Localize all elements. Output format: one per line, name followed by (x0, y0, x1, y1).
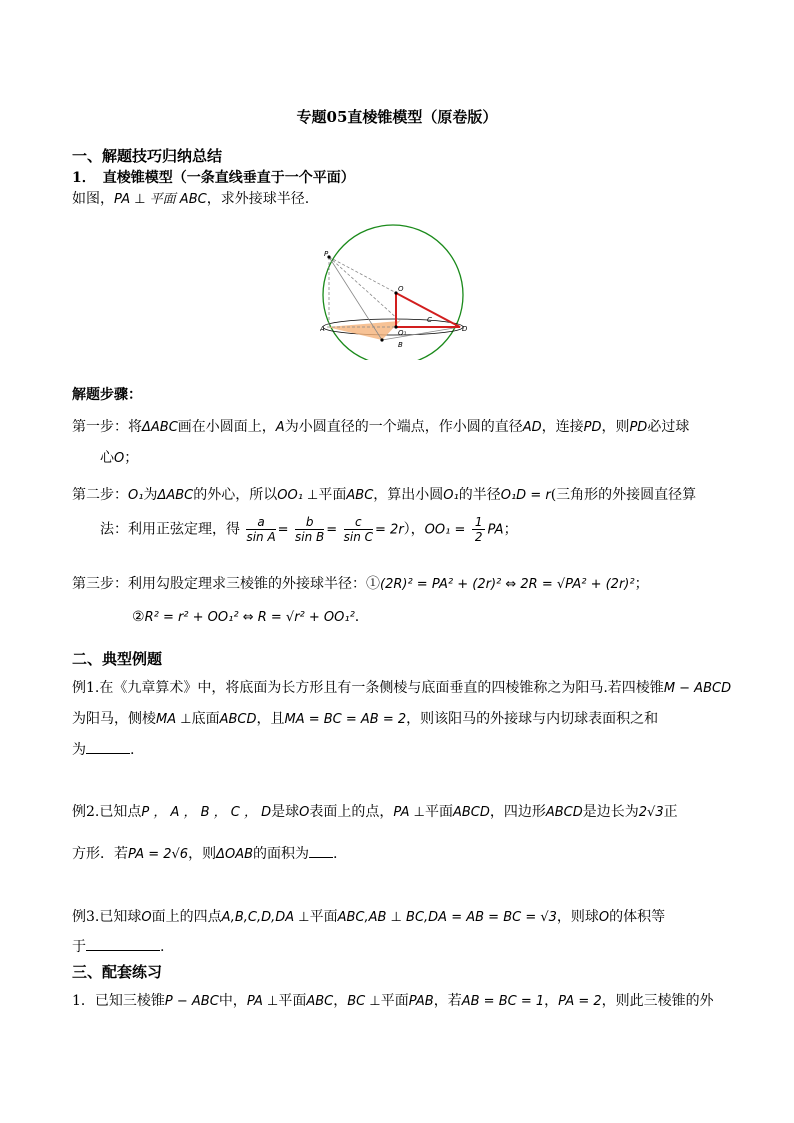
text: ，则 (601, 419, 630, 435)
text: 的半径 (458, 487, 501, 503)
text: ， (544, 993, 559, 1009)
fraction-b-sinB (295, 515, 324, 544)
text: 例1.在《九章算术》中，将底面为长方形且有一条侧棱与底面垂直的四棱锥称之为阳马.若四棱锥 (72, 680, 664, 696)
page-title: 专题05直棱锥模型（原卷版） (296, 108, 498, 126)
text: ， (333, 993, 348, 1009)
text: ； (124, 450, 139, 466)
fraction-half (472, 515, 486, 544)
step3-line1 (72, 573, 649, 593)
example1-line2 (72, 708, 658, 728)
text: 的体积等 (609, 909, 666, 925)
math: OO₁ = (424, 522, 466, 538)
text: . (333, 846, 338, 862)
text: ，则 (188, 846, 217, 862)
frac-num: c (344, 515, 373, 530)
math: P − ABC (164, 994, 219, 1009)
example2-line1 (72, 801, 678, 821)
step2-line2: 法：利用正弦定理，得 $\frac{a}{\text{sin A}}$ = $\frac{b}{\text{sin B}}$ = $\frac{c}{\text{sin C}}$ = 2r），OO₁ = $\frac{1}{2}$ PA； (100, 515, 518, 544)
answer-blank (309, 845, 333, 858)
example3-line1 (72, 906, 665, 926)
step3-line2 (132, 609, 359, 625)
text: ，且 (256, 711, 285, 727)
math: PA = 2√6 (128, 847, 189, 862)
text: ，则此三棱锥的外 (601, 993, 714, 1009)
intro-line (72, 188, 309, 208)
point-B (380, 338, 383, 341)
math: O (598, 910, 610, 925)
math: PD (583, 420, 602, 435)
math: PAB (408, 994, 434, 1009)
text: 画在小圆面上， (177, 419, 276, 435)
label-P: P (324, 250, 329, 258)
exercise1-line1 (72, 990, 714, 1010)
math: OO₁ ⊥ (277, 488, 319, 503)
text: ，连接 (541, 419, 584, 435)
text: ； (503, 521, 518, 538)
frac-den: sin C (343, 530, 374, 544)
label-B: B (398, 341, 403, 349)
text: ，若 (433, 993, 462, 1009)
text: 例3.已知球 (72, 909, 142, 925)
example3-line2 (72, 936, 164, 956)
math: A,B,C,D,DA ⊥ (221, 910, 310, 925)
math: 2√3 (638, 805, 664, 820)
text: 为 (143, 487, 158, 503)
text: 面上的四点 (151, 909, 222, 925)
math: (2R)² = PA² + (2r)² ⇔ 2R = √PA² + (2r)² (380, 577, 635, 592)
section-heading-2: 二、典型例题 (72, 650, 163, 668)
math: P ， A ， B ， C ， D (141, 805, 272, 820)
label-C: C (427, 316, 432, 324)
text: 法：利用正弦定理，得 (100, 521, 240, 538)
frac-num: b (295, 515, 324, 530)
math: ΔABC (142, 420, 178, 435)
sphere-outline (323, 225, 463, 360)
math: AB = BC = 1 (461, 994, 545, 1009)
section-heading-1: 一、解题技巧归纳总结 (72, 147, 223, 165)
text: 方形．若 (72, 846, 128, 862)
text: 的面积为 (253, 846, 310, 862)
text: 底面 (191, 711, 220, 727)
text: . (130, 742, 135, 758)
text: ，算出小圆 (373, 487, 444, 503)
subsection-heading-1: 1． 直棱锥模型（一条直线垂直于一个平面） (72, 170, 355, 186)
math: AD (522, 420, 542, 435)
math: MA = BC = AB = 2 (284, 712, 407, 727)
intro-math: PA ⊥ 平面 ABC (114, 192, 207, 207)
math: O₁D = r (500, 488, 551, 503)
base-triangle-fill (327, 321, 400, 340)
edge-PC (329, 257, 400, 321)
math: O (141, 910, 152, 925)
text: 必过球 (647, 419, 690, 435)
text: 平面 (278, 993, 307, 1009)
label-O1: O₁ (398, 329, 407, 337)
math: ABCD (219, 712, 257, 727)
text: ）， (403, 521, 425, 538)
intro-text-end: ，求外接球半径. (206, 191, 310, 207)
step1-line2 (100, 447, 138, 467)
example2-line2 (72, 843, 337, 863)
answer-blank (86, 938, 160, 951)
math: ABCD (452, 805, 490, 820)
math: PA ⊥ (246, 994, 279, 1009)
step1-line1 (72, 416, 689, 436)
text: 是边长为 (582, 804, 639, 820)
math: = 2r (375, 522, 404, 538)
text: 平面 (424, 804, 453, 820)
text: 为 (72, 742, 86, 758)
text: ； (634, 576, 649, 592)
math: A (275, 420, 285, 435)
math: PA (487, 522, 504, 538)
frac-num: 1 (472, 515, 486, 530)
text: 例2.已知点 (72, 804, 142, 820)
label-O: O (398, 285, 404, 293)
text: 为阳马，侧棱 (72, 711, 156, 727)
section-heading-3: 三、配套练习 (72, 963, 163, 981)
text: ，则球 (556, 909, 599, 925)
text: 平面 (380, 993, 409, 1009)
fraction-a-sinA (246, 515, 275, 544)
example1-line3 (72, 739, 134, 759)
math: ABC (306, 994, 334, 1009)
label-A: A (320, 325, 325, 333)
text: 平面 (309, 909, 338, 925)
text: 第三步：利用勾股定理求三棱锥的外接球半径：① (72, 576, 380, 592)
text: . (160, 939, 165, 955)
math: ΔOAB (216, 847, 254, 862)
math: ABC (346, 488, 374, 503)
intro-text: 如图， (72, 191, 114, 207)
text: 为小圆直径的一个端点，作小圆的直径 (284, 419, 523, 435)
steps-heading: 解题步骤： (72, 387, 142, 403)
math: ABC,AB ⊥ BC,DA = AB = BC = √3 (337, 910, 557, 925)
math: M − ABCD (663, 681, 732, 696)
text: 第一步：将 (72, 419, 142, 435)
math: R² = r² + OO₁² ⇔ R = √r² + OO₁² (144, 610, 355, 625)
math: ΔABC (157, 488, 194, 503)
math: ABCD (545, 805, 583, 820)
text: 表面上的点， (309, 804, 394, 820)
text: ，则该阳马的外接球与内切球表面积之和 (406, 711, 659, 727)
text: 于 (72, 939, 86, 955)
math: BC ⊥ (347, 994, 381, 1009)
text: 正 (663, 804, 678, 820)
text: ② (132, 609, 145, 625)
step2-line1 (72, 484, 696, 504)
frac-den: sin A (246, 530, 276, 544)
math: MA ⊥ (156, 712, 192, 727)
math: O₁ (128, 488, 144, 503)
text: 中， (218, 993, 247, 1009)
math: O (299, 805, 310, 820)
text: 1．已知三棱锥 (72, 993, 165, 1009)
frac-den: 2 (474, 530, 483, 544)
text: 是球 (271, 804, 300, 820)
frac-num: a (246, 515, 275, 530)
text: 心 (100, 450, 114, 466)
text: (三角形的外接圆直径算 (550, 487, 697, 503)
text: 的外心，所以 (193, 487, 278, 503)
math: O (114, 451, 125, 466)
text: 第二步： (72, 487, 128, 503)
answer-blank (86, 741, 130, 754)
text: . (354, 609, 360, 625)
label-D: D (462, 325, 468, 333)
math: PA ⊥ (393, 805, 425, 820)
frac-den: sin B (295, 530, 325, 544)
math: PD (629, 420, 648, 435)
text: ，四边形 (489, 804, 546, 820)
sphere-diagram (320, 220, 470, 360)
example1-line1 (72, 677, 731, 697)
text: 平面 (318, 487, 347, 503)
math: O₁ (443, 488, 459, 503)
fraction-c-sinC (344, 515, 373, 544)
math: PA = 2 (558, 994, 602, 1009)
